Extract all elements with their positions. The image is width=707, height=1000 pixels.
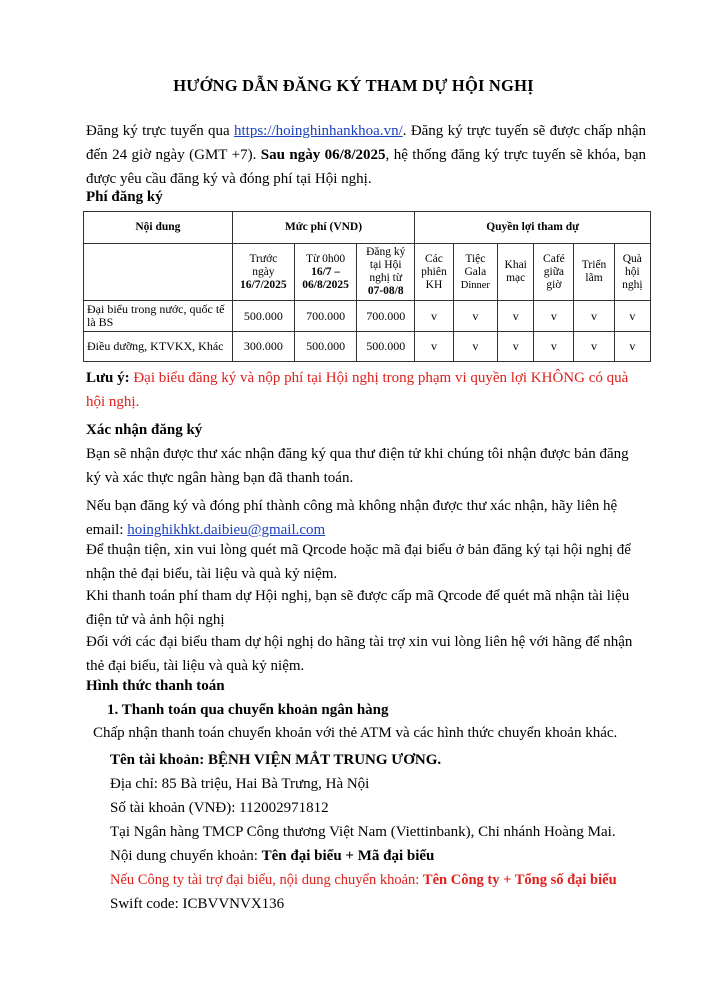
header-benefits: Quyền lợi tham dự <box>415 212 651 244</box>
contact-email-link[interactable]: hoinghikhkt.daibieu@gmail.com <box>127 522 326 538</box>
benefit-cell: v <box>453 301 497 332</box>
fee-cell: 500.000 <box>357 332 415 362</box>
account-address: Địa chỉ: 85 Bà triệu, Hai Bà Trưng, Hà Nội <box>110 776 370 792</box>
transfer-content <box>110 846 434 866</box>
benefit-cell: v <box>453 332 497 362</box>
benefit-col-header: Café giữa giờ <box>534 244 574 301</box>
note-label: Lưu ý: <box>86 370 130 386</box>
confirm-heading: Xác nhận đăng ký <box>86 422 203 438</box>
benefit-cell: v <box>498 301 534 332</box>
confirm-paragraph-3: Để thuận tiện, xin vui lòng quét mã Qrcode hoặc mã đại biểu ở bản đăng ký tại hội nghị để nhận thẻ đại biểu, tài liệu và quà kỷ niệm. <box>86 542 631 582</box>
fee-col-header: Từ 0h00 16/7 – 06/8/2025 <box>295 244 357 301</box>
benefit-cell: v <box>415 301 453 332</box>
row-label: Điều dưỡng, KTVKX, Khác <box>84 332 233 362</box>
sponsor-content-value: Tên Công ty + Tổng số đại biểu <box>422 872 617 888</box>
benefit-col-header: Các phiên KH <box>415 244 453 301</box>
transfer-content-value: Tên đại biểu + Mã đại biểu <box>261 848 435 864</box>
page-title: HƯỚNG DẪN ĐĂNG KÝ THAM DỰ HỘI NGHỊ <box>173 76 534 95</box>
intro-text-2: . Đăng ký trực tuyến sẽ được chấp nhận đến 24 giờ ngày (GMT +7). <box>86 123 646 163</box>
benefit-cell: v <box>614 301 650 332</box>
fee-cell: 300.000 <box>232 332 294 362</box>
confirm-paragraph-5: Đối với các đại biểu tham dự hội nghị do hãng tài trợ xin vui lòng liên hệ với hãng để nhận thẻ đại biểu, tài liệu và quà kỷ niệm. <box>86 634 633 674</box>
sponsor-content-label: Nếu Công ty tài trợ đại biểu, nội dung chuyển khoản: <box>110 872 423 888</box>
payment-accept-text: Chấp nhận thanh toán chuyển khoản với thẻ ATM và các hình thức chuyển khoản khác. <box>93 725 618 741</box>
benefit-cell: v <box>614 332 650 362</box>
confirm-paragraph-1: Bạn sẽ nhận được thư xác nhận đăng ký qua thư điện tử khi chúng tôi nhận được bản đăng ký và xác thực ngân hàng bạn đã thanh toán. <box>86 446 629 486</box>
account-name: Tên tài khoản: BỆNH VIỆN MẮT TRUNG ƯƠNG. <box>110 752 442 768</box>
header-fee: Mức phí (VND) <box>232 212 414 244</box>
swift-code: Swift code: ICBVVNVX136 <box>110 896 285 912</box>
confirm-paragraph-2 <box>86 494 646 542</box>
benefit-cell: v <box>574 301 614 332</box>
fee-col-header: Trước ngày 16/7/2025 <box>232 244 294 301</box>
transfer-content-label: Nội dung chuyển khoản: <box>110 848 262 864</box>
account-number: Số tài khoản (VNĐ): 112002971812 <box>110 800 329 816</box>
bank-name: Tại Ngân hàng TMCP Công thương Việt Nam (Viettinbank), Chi nhánh Hoàng Mai. <box>110 824 616 840</box>
benefit-cell: v <box>415 332 453 362</box>
note-text: Đại biểu đăng ký và nộp phí tại Hội nghị trong phạm vi quyền lợi KHÔNG có quà hội nghị. <box>86 370 629 410</box>
intro-paragraph <box>86 119 646 191</box>
registration-link[interactable]: https://hoinghinhankhoa.vn/ <box>234 123 403 139</box>
header-content: Nội dung <box>84 212 233 244</box>
benefit-cell: v <box>574 332 614 362</box>
intro-text-3: , hệ thống đăng ký trực tuyến sẽ khóa, bạn được yêu cầu đăng ký và đóng phí tại Hội nghị. <box>86 147 646 187</box>
fee-heading: Phí đăng ký <box>86 189 163 205</box>
intro-deadline: Sau ngày 06/8/2025 <box>260 147 386 163</box>
sponsor-transfer-content <box>110 870 617 890</box>
fee-cell: 700.000 <box>357 301 415 332</box>
payment-heading: Hình thức thanh toán <box>86 678 225 694</box>
benefit-cell: v <box>534 301 574 332</box>
benefit-cell: v <box>498 332 534 362</box>
benefit-col-header: Triển lãm <box>574 244 614 301</box>
benefit-cell: v <box>534 332 574 362</box>
fee-cell: 700.000 <box>295 301 357 332</box>
fee-col-header: Đăng ký tại Hội nghị từ 07-08/8 <box>357 244 415 301</box>
header-empty-cell <box>84 244 233 301</box>
table-row <box>84 301 651 332</box>
bank-transfer-subheading: 1. Thanh toán qua chuyển khoản ngân hàng <box>107 702 389 718</box>
table-row <box>84 332 651 362</box>
intro-text-1: Đăng ký trực tuyến qua <box>86 123 234 139</box>
fee-table <box>83 211 651 362</box>
benefit-col-header: Quà hội nghị <box>614 244 650 301</box>
fee-cell: 500.000 <box>232 301 294 332</box>
fee-cell: 500.000 <box>295 332 357 362</box>
contact-text: Nếu bạn đăng ký và đóng phí thành công mà không nhận được thư xác nhận, hãy liên hệ email: <box>86 498 618 538</box>
benefit-col-header: Tiệc Gala Dinner <box>453 244 497 301</box>
benefit-col-header: Khai mạc <box>498 244 534 301</box>
confirm-paragraph-4: Khi thanh toán phí tham dự Hội nghị, bạn sẽ được cấp mã Qrcode để quét mã nhận tài liệu điện tử và ảnh hội nghị <box>86 588 630 628</box>
row-label: Đại biểu trong nước, quốc tế là BS <box>84 301 233 332</box>
note-paragraph <box>86 366 646 414</box>
